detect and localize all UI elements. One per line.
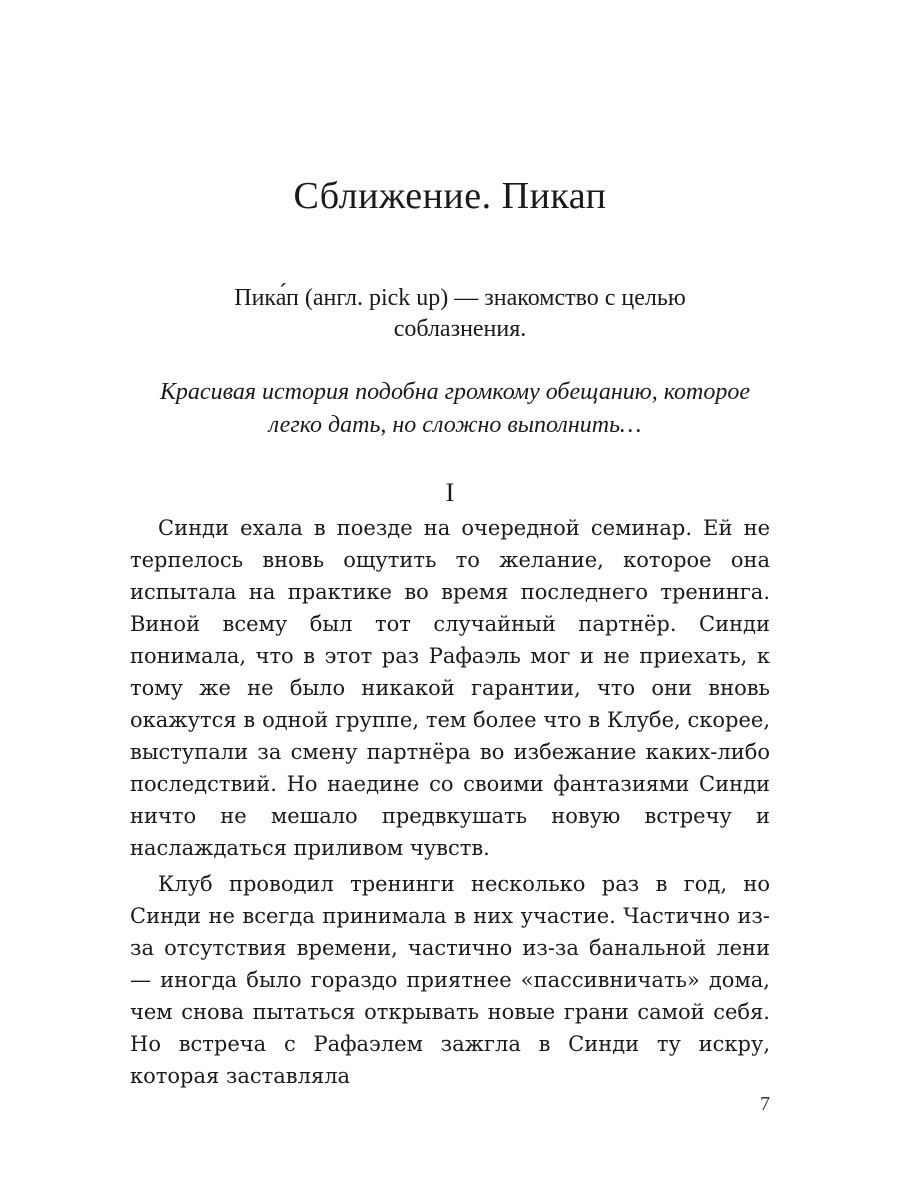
page-number: 7 <box>760 1093 770 1115</box>
body-text <box>130 512 770 1092</box>
paragraph: Синди ехала в поезде на очередной семинар. Ей не терпелось вновь ощутить то желание, которое она испытала на практике во время последнего тренинга. Виной всему был тот случайный партнёр. Синди понимала, что в этот раз Рафаэль мог и не приехать, к тому же не было никакой гарантии, что они вновь окажутся в одной группе, тем более что в Клубе, скорее, выступали за смену партнёра во избежание каких-либо последствий. Но наедине со своими фантазиями Синди ничто не мешало предвкушать новую встречу и наслаждаться приливом чувств. <box>130 516 770 860</box>
paragraph: Клуб проводил тренинги несколько раз в год, но Синди не всегда принимала в них участие. Частично из-за отсутствия времени, частично из-за банальной лени — иногда было гораздо приятнее «пассивничать» дома, чем снова пытаться открывать новые грани самой себя. Но встреча с Рафаэлем зажгла в Синди ту искру, которая заставляла <box>130 872 770 1088</box>
definition-text: Пика́п (англ. pick up) — знакомство с целью соблазнения. <box>234 285 686 342</box>
section-numeral: I <box>445 478 455 507</box>
chapter-title: Сближение. Пикап <box>293 175 607 217</box>
epigraph: Красивая история подобна громкому обещанию, которое легко дать, но сложно выполнить… <box>159 379 750 438</box>
